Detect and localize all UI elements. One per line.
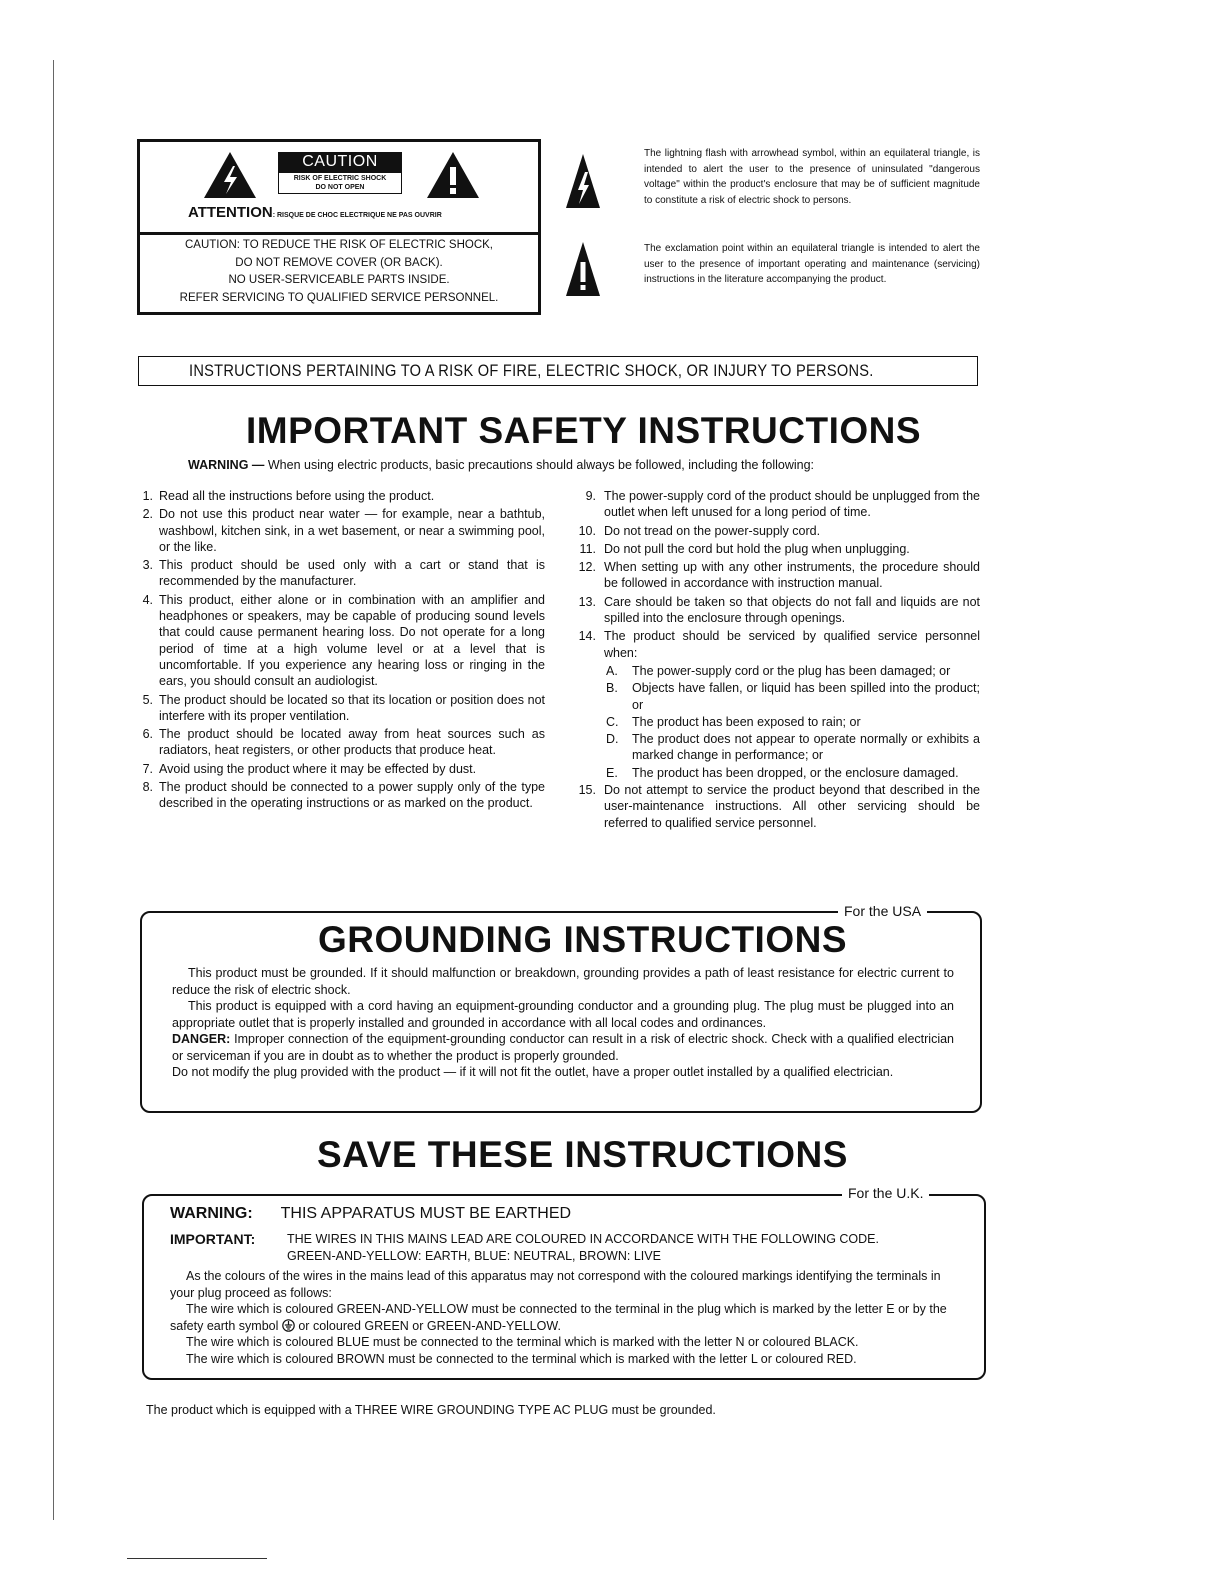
list-item bbox=[576, 782, 980, 831]
uk-important-line: GREEN-AND-YELLOW: EARTH, BLUE: NEUTRAL, BROWN: LIVE bbox=[287, 1248, 661, 1263]
grounding-paragraph: Do not modify the plug provided with the product — if it will not fit the outlet, have a proper outlet installed by a qualified electrician. bbox=[172, 1065, 894, 1079]
caution-label-top bbox=[140, 142, 538, 235]
caution-subtitle bbox=[278, 172, 402, 194]
safety-title: IMPORTANT SAFETY INSTRUCTIONS bbox=[246, 410, 922, 451]
list-item bbox=[137, 779, 545, 812]
attention-french: : RISQUE DE CHOC ELECTRIQUE NE PAS OUVRIR bbox=[272, 212, 442, 219]
grounding-paragraph: This product is equipped with a cord having an equipment-grounding conductor and a grounding plug. The plug must be plugged into an appropriate outlet that is properly installed and grounded in accordance with all local codes and ordinances. bbox=[172, 999, 954, 1030]
exclamation-symbol-description: The exclamation point within an equilateral triangle is intended to alert the user to the presence of important operating and maintenance (servicing) instructions in the literature accompanying the product. bbox=[644, 243, 980, 285]
caution-text bbox=[140, 237, 538, 307]
safety-warning-label: WARNING — bbox=[188, 458, 265, 472]
uk-paragraph: The wire which is coloured BLUE must be connected to the terminal which is marked with the letter N or coloured BLACK. bbox=[186, 1335, 859, 1349]
instructions-bar-text: INSTRUCTIONS PERTAINING TO A RISK OF FIRE, ELECTRIC SHOCK, OR INJURY TO PERSONS. bbox=[189, 361, 874, 380]
item-text: This product, either alone or in combination with an amplifier and headphones or speakers, may be capable of producing sound levels that could cause permanent hearing loss. Do not operate for a long period of time at a high volume level or at a level that is uncomfortable. If you experience any hearing loss or ringing in the ears, you should consult an audiologist. bbox=[159, 592, 545, 689]
item-number: 13. bbox=[578, 594, 596, 609]
grounding-danger bbox=[172, 1031, 954, 1064]
uk-important-label: IMPORTANT: bbox=[170, 1231, 256, 1247]
sub-item bbox=[604, 731, 980, 764]
margin-line bbox=[53, 60, 54, 1520]
item-text: Do not pull the cord but hold the plug when unplugging. bbox=[604, 541, 910, 556]
uk-paragraph-part: or coloured GREEN or GREEN-AND-YELLOW. bbox=[298, 1318, 561, 1333]
uk-warning-label: WARNING: bbox=[170, 1205, 253, 1222]
item-text: Read all the instructions before using the product. bbox=[159, 489, 435, 503]
sub-item-letter: C. bbox=[606, 714, 619, 729]
list-item bbox=[576, 488, 980, 521]
safety-warning-text: When using electric products, basic precautions should always be followed, including the following: bbox=[267, 458, 815, 472]
footer-rule bbox=[127, 1558, 267, 1559]
item-text: This product should be used only with a cart or stand that is recommended by the manufacturer. bbox=[159, 558, 545, 589]
sub-item bbox=[604, 714, 980, 730]
item-text: Do not attempt to service the product beyond that described in the user-maintenance instructions. All other servicing should be referred to qualified service personnel. bbox=[604, 783, 980, 830]
item-text: Avoid using the product where it may be effected by dust. bbox=[159, 761, 477, 776]
caution-line: CAUTION: TO REDUCE THE RISK OF ELECTRIC SHOCK, bbox=[185, 239, 493, 251]
lightning-symbol-description: The lightning flash with arrowhead symbol, within an equilateral triangle, is intended to alert the user to the presence of uninsulated "dangerous voltage" within the product's enclosure that may be of sufficient magnitude to constitute a risk of electric shock to persons. bbox=[644, 148, 980, 206]
list-item bbox=[576, 559, 980, 592]
item-number: 9. bbox=[585, 489, 596, 503]
list-item bbox=[576, 541, 980, 557]
uk-paragraph bbox=[170, 1301, 956, 1334]
item-number: 5. bbox=[142, 692, 153, 707]
sub-item bbox=[604, 765, 980, 781]
item-number: 7. bbox=[142, 761, 153, 776]
list-item bbox=[576, 628, 980, 661]
uk-paragraph: As the colours of the wires in the mains lead of this apparatus may not correspond with the coloured markings identifying the terminals in your plug proceed as follows: bbox=[170, 1269, 941, 1300]
grounding-paragraph: This product must be grounded. If it should malfunction or breakdown, grounding provides a path of least resistance for electric current to reduce the risk of electric shock. bbox=[172, 966, 954, 997]
exclamation-symbol-icon bbox=[564, 240, 602, 298]
footer-note: The product which is equipped with a THREE WIRE GROUNDING TYPE AC PLUG must be grounded. bbox=[146, 1403, 716, 1417]
uk-paragraph-part: The wire which is coloured GREEN-AND-YELLOW must be connected to the terminal in the plug which is marked by the letter E or by the safety earth symbol bbox=[170, 1302, 947, 1333]
lightning-symbol-icon bbox=[564, 152, 602, 210]
safety-list-right bbox=[576, 488, 980, 833]
save-title: SAVE THESE INSTRUCTIONS bbox=[317, 1134, 848, 1175]
caution-title: CAUTION bbox=[278, 152, 402, 172]
item-text: The power-supply cord of the product should be unplugged from the outlet when left unused for a long period of time. bbox=[604, 489, 980, 520]
uk-region-tag: For the U.K. bbox=[842, 1185, 929, 1201]
list-item bbox=[137, 761, 545, 777]
item-number: 8. bbox=[142, 780, 153, 795]
item-text: Care should be taken so that objects do not fall and liquids are not spilled into the enclosure through openings. bbox=[604, 594, 980, 626]
sub-item bbox=[604, 680, 980, 713]
caution-line: DO NOT REMOVE COVER (OR BACK). bbox=[235, 256, 443, 269]
item-number: 14. bbox=[578, 629, 596, 644]
attention-word: ATTENTION bbox=[188, 204, 273, 221]
uk-warning bbox=[170, 1203, 956, 1225]
item-number: 11. bbox=[579, 541, 596, 556]
sub-item-text: The product has been exposed to rain; or bbox=[632, 714, 861, 729]
item-number: 15. bbox=[578, 783, 596, 798]
item-number: 12. bbox=[578, 560, 596, 575]
sub-item bbox=[604, 663, 980, 679]
earth-symbol-icon bbox=[282, 1319, 295, 1332]
uk-important bbox=[170, 1231, 956, 1264]
list-item bbox=[137, 557, 545, 590]
sub-list bbox=[576, 663, 980, 781]
caution-sub-line-1: RISK OF ELECTRIC SHOCK bbox=[293, 175, 387, 182]
sub-item-letter: B. bbox=[606, 681, 618, 696]
caution-label-box bbox=[137, 139, 541, 315]
item-text: The product should be located so that its location or position does not interfere with its proper ventilation. bbox=[159, 692, 545, 723]
item-number: 3. bbox=[142, 558, 153, 573]
item-text: The product should be serviced by qualified service personnel when: bbox=[604, 629, 980, 660]
uk-text bbox=[170, 1203, 956, 1367]
grounding-text bbox=[172, 965, 954, 1081]
list-item bbox=[576, 594, 980, 627]
sub-item-letter: D. bbox=[606, 732, 619, 747]
list-item bbox=[137, 506, 545, 555]
sub-item-text: The power-supply cord or the plug has been damaged; or bbox=[632, 663, 951, 678]
danger-text: Improper connection of the equipment-grounding conductor can result in a risk of electric shock. Check with a qualified electrician or serviceman if you are in doubt as to whether the product is properly grounded. bbox=[172, 1032, 954, 1063]
item-text: Do not use this product near water — for example, near a bathtub, washbowl, kitchen sink, in a wet basement, or near a swimming pool, or the like. bbox=[159, 507, 545, 554]
item-number: 10. bbox=[578, 523, 596, 538]
sub-item-text: The product does not appear to operate normally or exhibits a marked change in performance; or bbox=[632, 732, 980, 763]
item-number: 2. bbox=[142, 507, 153, 522]
instructions-bar bbox=[138, 356, 978, 386]
danger-label: DANGER: bbox=[172, 1032, 231, 1046]
uk-paragraph: The wire which is coloured BROWN must be connected to the terminal which is marked with the letter L or coloured RED. bbox=[186, 1351, 857, 1366]
list-item bbox=[137, 692, 545, 725]
list-item bbox=[137, 592, 545, 690]
uk-important-line: THE WIRES IN THIS MAINS LEAD ARE COLOURED IN ACCORDANCE WITH THE FOLLOWING CODE. bbox=[287, 1232, 879, 1246]
item-text: The product should be located away from heat sources such as radiators, heat registers, or other products that produce heat. bbox=[159, 727, 545, 758]
list-item bbox=[137, 726, 545, 759]
safety-list-left bbox=[137, 488, 545, 814]
caution-line: REFER SERVICING TO QUALIFIED SERVICE PERSONNEL. bbox=[179, 291, 499, 304]
item-number: 1. bbox=[142, 489, 153, 503]
sub-item-letter: A. bbox=[606, 663, 618, 678]
caution-line: NO USER-SERVICEABLE PARTS INSIDE. bbox=[228, 274, 450, 286]
list-item bbox=[137, 488, 545, 504]
item-text: Do not tread on the power-supply cord. bbox=[604, 523, 821, 538]
sub-item-letter: E. bbox=[606, 765, 618, 780]
sub-item-text: Objects have fallen, or liquid has been spilled into the product; or bbox=[632, 681, 980, 712]
item-number: 4. bbox=[142, 592, 153, 607]
item-text: When setting up with any other instruments, the procedure should be followed in accordance with instruction manual. bbox=[604, 560, 980, 591]
list-item bbox=[576, 523, 980, 539]
attention-line bbox=[188, 204, 442, 221]
item-number: 6. bbox=[142, 727, 153, 742]
uk-warning-text: THIS APPARATUS MUST BE EARTHED bbox=[280, 1205, 572, 1222]
grounding-title: GROUNDING INSTRUCTIONS bbox=[318, 919, 847, 960]
safety-warning bbox=[188, 458, 814, 472]
grounding-region-tag: For the USA bbox=[838, 903, 927, 919]
lightning-warning-icon bbox=[202, 150, 258, 200]
sub-item-text: The product has been dropped, or the enclosure damaged. bbox=[632, 765, 959, 780]
exclamation-warning-icon bbox=[425, 150, 481, 200]
item-text: The product should be connected to a power supply only of the type described in the operating instructions or as marked on the product. bbox=[159, 780, 545, 811]
caution-sub-line-2: DO NOT OPEN bbox=[315, 184, 365, 191]
